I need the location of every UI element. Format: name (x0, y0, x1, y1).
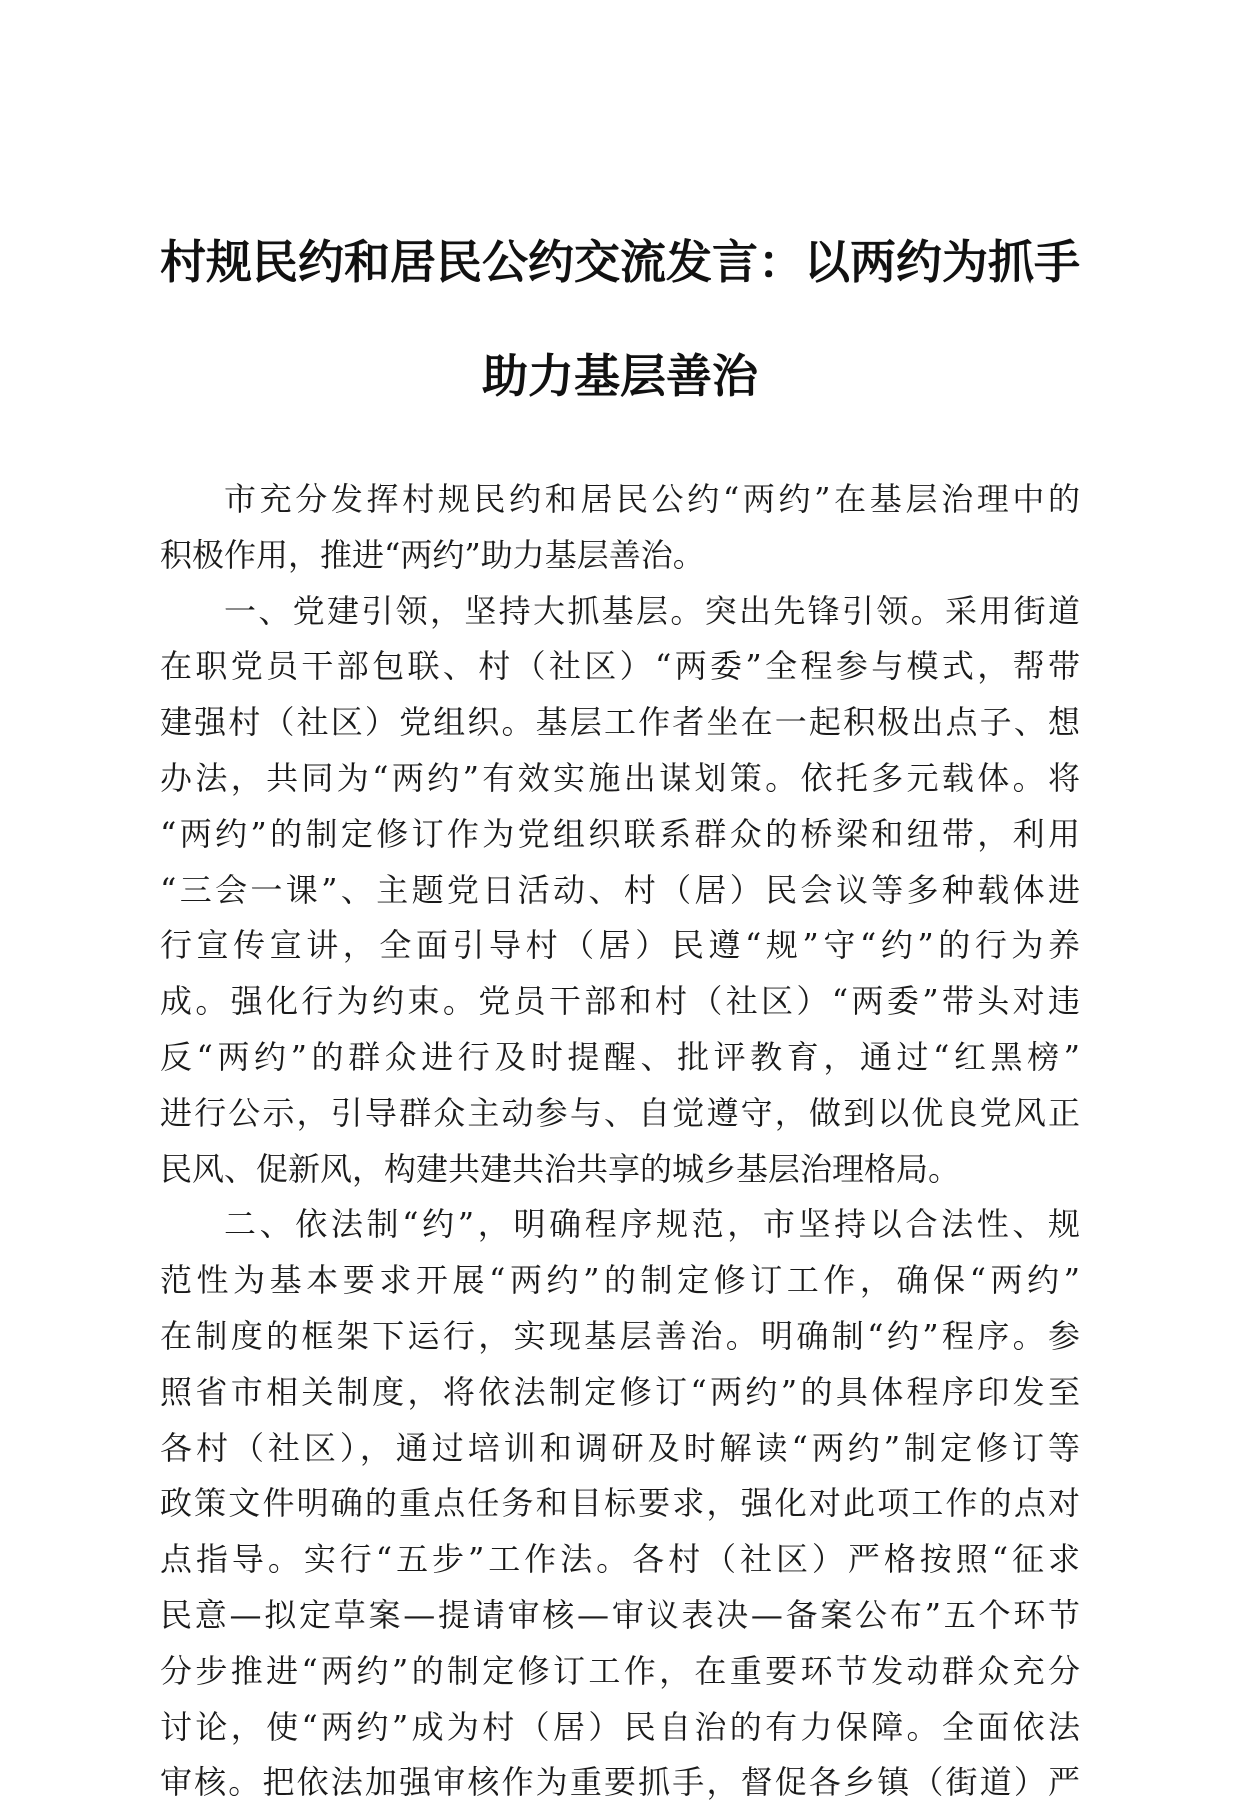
text-line: 政策文件明确的重点任务和目标要求，强化对此项工作的点对 (160, 1484, 1080, 1523)
document-title-line-2: 助力基层善治 (482, 349, 758, 403)
text-line: 积极作用，推进“两约”助力基层善治。 (160, 535, 705, 574)
text-line: 照省市相关制度，将依法制定修订“两约”的具体程序印发至 (160, 1372, 1080, 1411)
text-line: 反“两约”的群众进行及时提醒、批评教育，通过“红黑榜” (160, 1037, 1080, 1076)
paragraph-section-1 (160, 584, 1080, 1198)
text-line: 点指导。实行“五步”工作法。各村（社区）严格按照“征求 (160, 1540, 1080, 1579)
text-line: 审核。把依法加强审核作为重要抓手，督促各乡镇（街道）严 (160, 1763, 1080, 1802)
text-line: 行宣传宣讲，全面引导村（居）民遵“规”守“约”的行为养 (160, 926, 1080, 965)
text-line: “三会一课”、主题党日活动、村（居）民会议等多种载体进 (160, 870, 1080, 909)
paragraph-intro (160, 472, 1080, 584)
text-line: 在制度的框架下运行，实现基层善治。明确制“约”程序。参 (160, 1316, 1080, 1355)
text-line: 分步推进“两约”的制定修订工作，在重要环节发动群众充分 (160, 1651, 1080, 1690)
document-title-line-1: 村规民约和居民公约交流发言：以两约为抓手 (160, 235, 1080, 289)
text-line: 民风、促新风，构建共建共治共享的城乡基层治理格局。 (160, 1149, 961, 1188)
text-line: 讨论，使“两约”成为村（居）民自治的有力保障。全面依法 (160, 1707, 1080, 1746)
text-line: 建强村（社区）党组织。基层工作者坐在一起积极出点子、想 (160, 703, 1080, 742)
text-line: 在职党员干部包联、村（社区）“两委”全程参与模式，帮带 (160, 647, 1080, 686)
text-line: 成。强化行为约束。党员干部和村（社区）“两委”带头对违 (160, 982, 1080, 1021)
text-line: “两约”的制定修订作为党组织联系群众的桥梁和纽带，利用 (160, 814, 1080, 853)
text-line: 市充分发挥村规民约和居民公约“两约”在基层治理中的 (224, 480, 1080, 518)
text-line: 范性为基本要求开展“两约”的制定修订工作，确保“两约” (160, 1261, 1080, 1300)
text-line: 办法，共同为“两约”有效实施出谋划策。依托多元载体。将 (160, 758, 1080, 797)
document-body (160, 472, 1080, 1811)
text-line: 一、党建引领，坚持大抓基层。突出先锋引领。采用街道 (224, 591, 1080, 630)
text-line: 进行公示，引导群众主动参与、自觉遵守，做到以优良党风正 (160, 1093, 1080, 1132)
text-line: 二、依法制“约”，明确程序规范，市坚持以合法性、规 (224, 1205, 1080, 1244)
text-line: 各村（社区），通过培训和调研及时解读“两约”制定修订等 (160, 1428, 1080, 1467)
paragraph-section-2 (160, 1197, 1080, 1811)
text-line: 民意—拟定草案—提请审核—审议表决—备案公布”五个环节 (160, 1595, 1080, 1634)
